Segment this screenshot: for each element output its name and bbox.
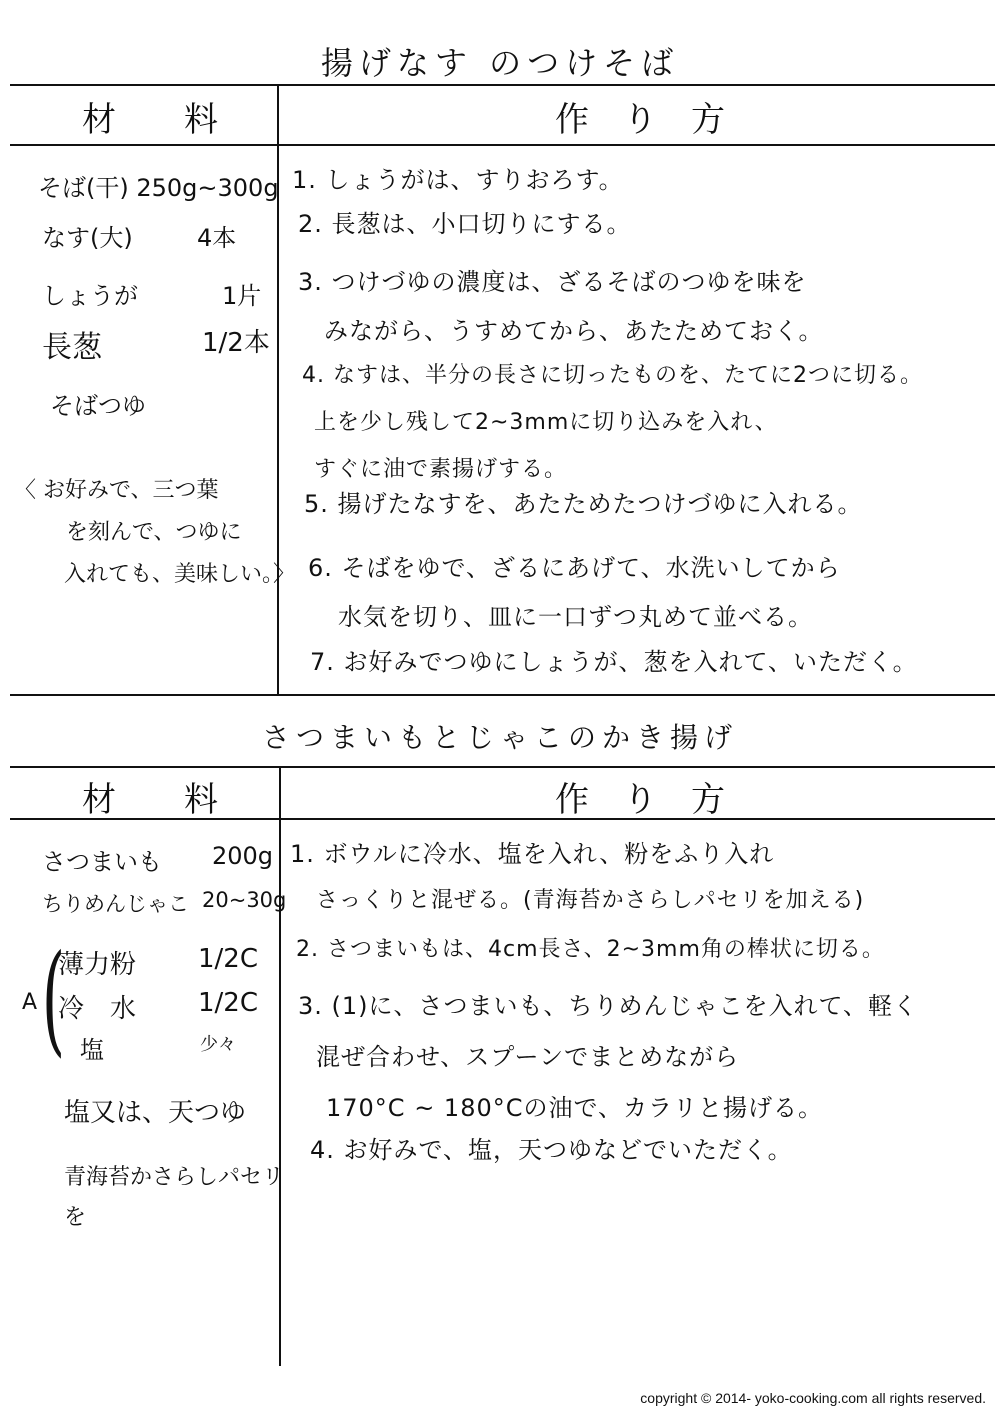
ingredient-hakurikiko: 薄力粉 1/2C [58,944,258,980]
recipe1-step-3: 3. つけづゆの濃度は、ざるそばのつゆを味を みながら、うすめてから、あたためておく。 [298,268,824,345]
note-line: 入れても、美味しい。〉 [64,561,296,587]
ingredient-shio: 塩 少々 [80,1034,236,1064]
ingredient-jako: ちりめんじゃこ 20~30g [42,888,287,916]
recipe2-step-3: 3. (1)に、さつまいも、ちりめんじゃこを入れて、軽く 混ぜ合わせ、スプーンでまとめながら 170°C ~ 180°Cの油で、カラリと揚げる。 [298,992,919,1122]
recipe1-step-5: 5. 揚げたなすを、あたためたつけづゆに入れる。 [304,490,863,518]
ingredient-soba: そば(干) 250g~300g [38,174,279,202]
recipe2-step-2: 2. さつまいもは、4cm長さ、2~3mm角の棒状に切る。 [296,937,885,962]
recipe1-step-7: 7. お好みでつゆにしょうが、葱を入れて、いただく。 [310,648,918,676]
recipe1-step-1: 1. しょうがは、すりおろす。 [292,166,624,194]
recipe1-step-4: 4. なすは、半分の長さに切ったものを、たてに2つに切る。 上を少し残して2~3mmに切り込みを入れ、 すぐに油で素揚げする。 [302,363,923,482]
recipe1-step-6: 6. そばをゆで、ざるにあげて、水洗いしてから 水気を切り、皿に一口ずつ丸めて並べる。 [308,554,841,631]
recipe1-table-bottom-line [10,694,995,696]
ingredient-aonori: 青海苔かさらしパセリ [64,1165,285,1190]
recipe1-method-header: 作 り 方 [555,100,725,140]
note-line: 〈 お好みで、三つ葉 [14,478,219,503]
ingredient-sobatsuyu: そばつゆ [50,392,146,420]
recipe1-note [14,470,295,595]
ingredient-negi: 長葱 1/2本 [42,328,270,365]
ingredient-shio-tentsuyu: 塩又は、天つゆ [64,1098,247,1128]
copyright-notice: copyright © 2014- yoko-cooking.com all rights reserved. [640,1390,986,1406]
ingredient-shouga: しょうが 1片 [42,282,262,310]
recipe2-method-header: 作 り 方 [555,780,725,820]
ingredient-satsumaimo: さつまいも 200g [42,842,274,876]
recipe1-header-bottom-line [10,144,995,146]
recipe2-step-4: 4. お好みで、塩，天つゆなどでいただく。 [310,1136,793,1164]
group-a-label: A [22,990,38,1015]
recipe2-table-top-line [10,766,995,768]
ingredient-reisui: 冷 水 1/2C [58,988,258,1024]
recipe1-ingredients-header: 材 料 [82,100,218,140]
recipe2-ingredients-header: 材 料 [82,780,218,820]
note-line: を刻んで、つゆに [66,519,242,545]
ingredient-nasu: なす(大) 4本 [42,224,237,252]
group-a-brace: ( [41,930,66,1069]
ingredient-aonori-cont: を [64,1205,87,1230]
recipe1-table-top-line [10,84,995,86]
recipe2-step-1: 1. ボウルに冷水、塩を入れ、粉をふり入れ さっくりと混ぜる。(青海苔かさらしパセリを加える) [290,840,865,913]
recipe1-step-2: 2. 長葱は、小口切りにする。 [298,210,632,238]
recipe1-title: 揚げなす のつけそば [320,44,680,82]
recipe2-column-divider [279,766,281,1366]
recipe2-title: さつまいもとじゃこのかき揚げ [261,721,738,754]
